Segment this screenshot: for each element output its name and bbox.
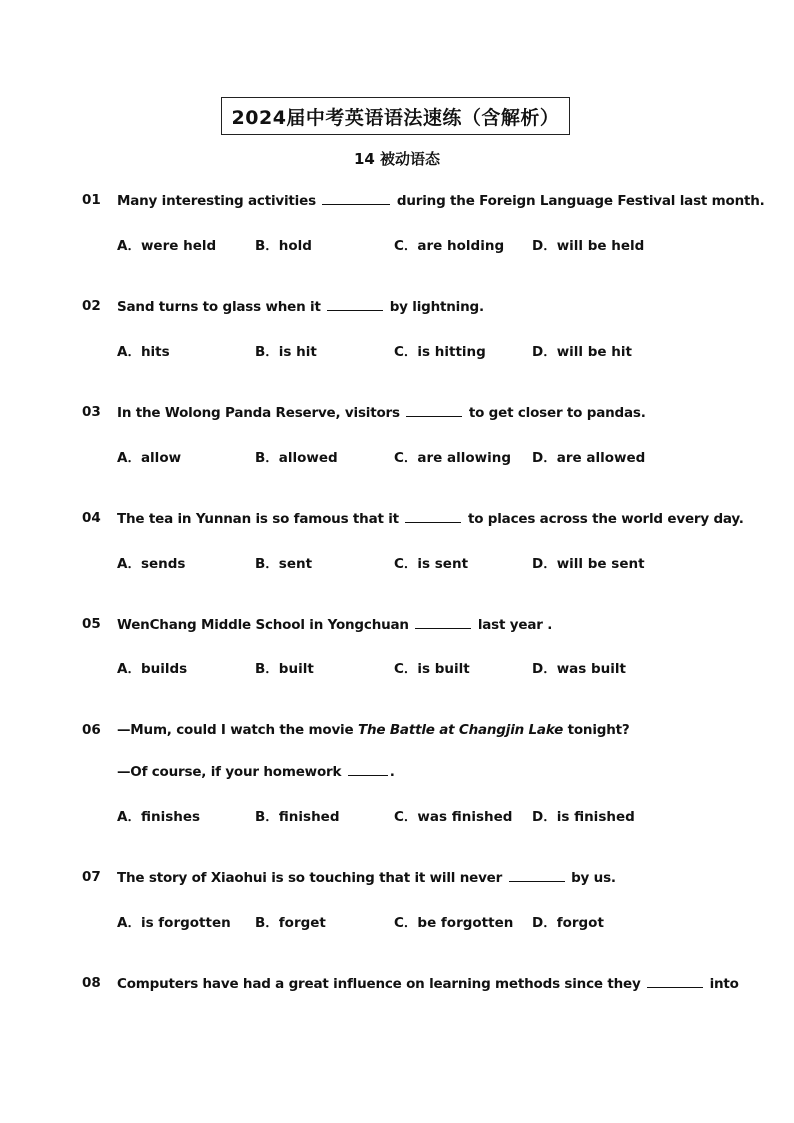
- question-number: 04: [82, 510, 101, 526]
- answer-blank: [509, 869, 565, 882]
- option-a: A．is forgotten: [117, 915, 231, 931]
- option-a: A．hits: [117, 344, 170, 360]
- section-subtitle: 14 被动语态: [353, 150, 441, 168]
- question-number: 03: [82, 404, 101, 420]
- question-stem: Many interesting activities during the Foreign Language Festival last month.: [117, 193, 765, 209]
- option-a: A．allow: [117, 450, 182, 466]
- question-stem: The story of Xiaohui is so touching that it will never by us.: [117, 870, 616, 886]
- question-number: 07: [82, 869, 101, 885]
- option-b: B．built: [255, 661, 314, 677]
- question-number: 05: [82, 616, 101, 632]
- answer-blank: [405, 510, 461, 523]
- question-stem: Sand turns to glass when it by lightning.: [117, 299, 484, 315]
- answer-blank: [647, 975, 703, 988]
- option-c: C．be forgotten: [394, 915, 514, 931]
- option-a: A．sends: [117, 556, 186, 572]
- page-title: 2024届中考英语语法速练（含解析）: [221, 97, 570, 135]
- option-b: B．allowed: [255, 450, 338, 466]
- question-stem: The tea in Yunnan is so famous that it to places across the world every day.: [117, 511, 744, 527]
- question-number: 01: [82, 192, 101, 208]
- question-stem: Computers have had a great influence on learning methods since they into: [117, 976, 739, 992]
- option-d: D．was built: [532, 661, 627, 677]
- question-stem: In the Wolong Panda Reserve, visitors to get closer to pandas.: [117, 405, 646, 421]
- answer-blank: [322, 192, 390, 205]
- option-b: B．forget: [255, 915, 326, 931]
- option-d: D．forgot: [532, 915, 604, 931]
- option-c: C．is sent: [394, 556, 469, 572]
- option-d: D．will be held: [532, 238, 645, 254]
- option-b: B．sent: [255, 556, 313, 572]
- question-number: 08: [82, 975, 101, 991]
- question-number: 06: [82, 722, 101, 738]
- option-a: A．were held: [117, 238, 217, 254]
- option-a: A．finishes: [117, 809, 201, 825]
- movie-title: The Battle at Changjin Lake: [357, 722, 564, 738]
- answer-blank: [415, 616, 471, 629]
- question-stem: WenChang Middle School in Yongchuan last year .: [117, 617, 553, 633]
- option-d: D．will be sent: [532, 556, 645, 572]
- option-d: D．is finished: [532, 809, 635, 825]
- option-c: C．was finished: [394, 809, 513, 825]
- option-d: D．are allowed: [532, 450, 646, 466]
- option-b: B．hold: [255, 238, 312, 254]
- option-c: C．is built: [394, 661, 470, 677]
- option-b: B．is hit: [255, 344, 317, 360]
- option-a: A．builds: [117, 661, 188, 677]
- option-d: D．will be hit: [532, 344, 632, 360]
- option-c: C．are allowing: [394, 450, 512, 466]
- option-b: B．finished: [255, 809, 340, 825]
- answer-blank: [327, 298, 383, 311]
- option-c: C．is hitting: [394, 344, 486, 360]
- question-stem-line-2: —Of course, if your homework .: [117, 764, 395, 780]
- question-number: 02: [82, 298, 101, 314]
- answer-blank: [406, 404, 462, 417]
- answer-blank: [348, 763, 388, 776]
- question-stem-line-1: —Mum, could I watch the movie The Battle at Changjin Lake tonight?: [117, 722, 630, 738]
- option-c: C．are holding: [394, 238, 505, 254]
